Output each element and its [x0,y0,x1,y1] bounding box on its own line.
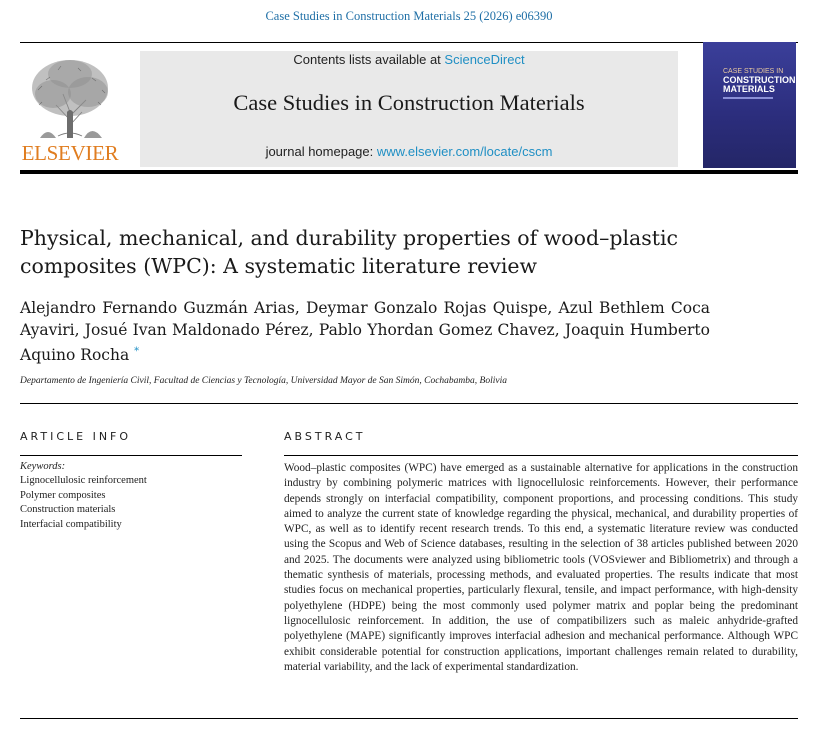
keyword-item: Interfacial compatibility [20,518,122,530]
affiliation-rule [20,403,798,404]
keywords-label: Keywords: [20,461,66,472]
cover-line2: CONSTRUCTION MATERIALS [723,75,796,94]
journal-title: Case Studies in Construction Materials [233,90,585,115]
abstract-heading: ABSTRACT [284,430,366,443]
abstract-text: Wood–plastic composites (WPC) have emerged as a sustainable alternative for applications in the construction industry by combining polymeric matrices with lignocellulosic reinforcements. However, their performance depends strongly on interfacial compatibility, component proportions, and processing conditions. This study aimed to analyze the current state of knowledge regarding the physical, mechanical, and durability properties of WPC, as well as to identify recent research trends. To this end, a systematic literature review was conducted using the Scopus and Web of Science databases, resulting in the selection of 38 articles published between 2020 and 2025. The documents were analyzed using bibliometric tools (VOSviewer and Bibliometrix) and through a thematic synthesis of materials, processing methods, and evaluated properties. The results indicate that most studies focus on mechanical properties, particularly flexural, tensile, and impact performance, with high-density polyethylene (HDPE) being the most commonly used polymer matrix and poplar being the predominant lignocellulosic reinforcement. In addition, the use of compatibilizers such as maleic anhydride-grafted polyethylene (MAPE) significantly improves interfacial adhesion and mechanical performance. Although WPC exhibit considerable potential for construction applications, important challenges remain related to durability, material variability, and the lack of experimental standardization. [284,462,798,673]
corresponding-author-mark[interactable]: * [134,346,140,357]
contents-line [140,52,678,67]
journal-homepage [140,144,678,159]
contents-prefix: Contents lists available at [293,52,445,67]
footer-rule [20,718,798,719]
journal-cover-image [703,42,796,168]
header-thick-rule [20,170,798,174]
abstract-rule [284,455,798,456]
keyword-item: Polymer composites [20,489,106,501]
cover-stripe [723,97,773,99]
journal-citation[interactable]: Case Studies in Construction Materials 25 (2026) e06390 [265,9,553,23]
keyword-item: Construction materials [20,504,116,515]
homepage-prefix: journal homepage: [265,144,377,159]
header-top-rule [20,42,798,43]
affiliation: Departamento de Ingeniería Civil, Facultad de Ciencias y Tecnología, Universidad Mayor de San Simón, Cochabamba, Bolivia [20,376,507,386]
keyword-item: Lignocellulosic reinforcement [20,475,147,486]
article-info-rule [20,455,242,456]
cover-line1: CASE STUDIES IN [723,68,784,75]
article-title: Physical, mechanical, and durability properties of wood–plastic composites (WPC): A systematic literature review [20,226,679,278]
authors-names: Alejandro Fernando Guzmán Arias, Deymar Gonzalo Rojas Quispe, Azul Bethlem Coca Ayaviri, Josué Ivan Maldonado Pérez, Pablo Yhordan Gomez Chavez, Joaquin Humberto Aquino Rocha [20,299,710,365]
homepage-link[interactable]: www.elsevier.com/locate/cscm [376,144,553,159]
keywords-list [20,474,147,532]
elsevier-wordmark: ELSEVIER [21,141,119,165]
article-info-heading: ARTICLE INFO [20,430,132,443]
sciencedirect-link[interactable]: ScienceDirect [444,52,525,67]
author-list [20,297,710,366]
